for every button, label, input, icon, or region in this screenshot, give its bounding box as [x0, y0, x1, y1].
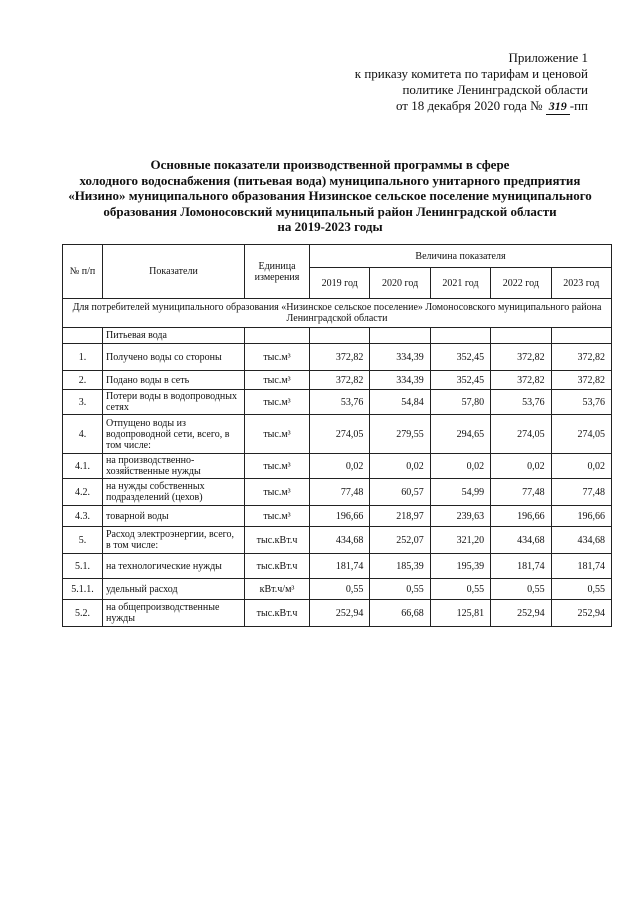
row-value: 53,76: [310, 390, 370, 415]
row-value: 252,07: [370, 527, 430, 554]
appendix-label: Приложение 1: [508, 50, 588, 65]
row-unit: тыс.м³: [245, 371, 310, 390]
header-year: 2023 год: [551, 268, 611, 299]
document-title: [50, 157, 610, 235]
row-value: 77,48: [491, 479, 551, 506]
empty-cell: [430, 328, 490, 344]
empty-cell: [245, 328, 310, 344]
committee-name: политике Ленинградской области: [402, 82, 588, 97]
row-name: на производственно-хозяйственные нужды: [103, 454, 245, 479]
row-unit: тыс.м³: [245, 479, 310, 506]
row-value: 0,02: [491, 454, 551, 479]
row-value: 294,65: [430, 415, 490, 454]
row-value: 0,02: [310, 454, 370, 479]
row-number: 4.1.: [63, 454, 103, 479]
row-value: 0,02: [430, 454, 490, 479]
row-value: 372,82: [491, 344, 551, 371]
row-value: 196,66: [551, 506, 611, 527]
table-row: [63, 454, 612, 479]
table-row: [63, 579, 612, 600]
row-value: 0,55: [370, 579, 430, 600]
row-value: 252,94: [491, 600, 551, 627]
table-row: [63, 479, 612, 506]
row-unit: тыс.м³: [245, 415, 310, 454]
title-line-1: Основные показатели производственной программы в сфере: [150, 157, 510, 172]
row-value: 372,82: [551, 344, 611, 371]
order-suffix: -пп: [569, 98, 588, 113]
row-value: 274,05: [310, 415, 370, 454]
header-name: Показатели: [103, 245, 245, 299]
row-value: 0,55: [430, 579, 490, 600]
subheader-label: Питьевая вода: [103, 328, 245, 344]
row-value: 53,76: [551, 390, 611, 415]
header-unit: Единица измерения: [245, 245, 310, 299]
row-value: 321,20: [430, 527, 490, 554]
row-value: 372,82: [551, 371, 611, 390]
row-value: 53,76: [491, 390, 551, 415]
table-row: [63, 344, 612, 371]
row-number: 3.: [63, 390, 103, 415]
row-value: 54,99: [430, 479, 490, 506]
header-year: 2020 год: [370, 268, 430, 299]
row-value: 372,82: [310, 344, 370, 371]
row-name: Расход электроэнергии, всего, в том числе:: [103, 527, 245, 554]
row-value: 274,05: [491, 415, 551, 454]
row-unit: тыс.кВт.ч: [245, 600, 310, 627]
title-line-4: образования Ломоносовский муниципальный район Ленинградской области: [103, 203, 557, 219]
row-value: 66,68: [370, 600, 430, 627]
row-name: Получено воды со стороны: [103, 344, 245, 371]
row-unit: тыс.кВт.ч: [245, 527, 310, 554]
row-value: 0,55: [310, 579, 370, 600]
row-value: 185,39: [370, 554, 430, 579]
row-value: 181,74: [310, 554, 370, 579]
row-value: 372,82: [310, 371, 370, 390]
row-value: 57,80: [430, 390, 490, 415]
row-value: 434,68: [551, 527, 611, 554]
row-value: 352,45: [430, 371, 490, 390]
table-row: [63, 600, 612, 627]
table-row: [63, 554, 612, 579]
empty-cell: [551, 328, 611, 344]
row-number: 5.2.: [63, 600, 103, 627]
section-title: Для потребителей муниципального образования «Низинское сельское поселение» Ломоносовского муниципального района Ленинградской области: [63, 299, 612, 328]
row-value: 239,63: [430, 506, 490, 527]
appendix-header: [308, 50, 588, 115]
row-name: Отпущено воды из водопроводной сети, всего, в том числе:: [103, 415, 245, 454]
row-number: 4.3.: [63, 506, 103, 527]
row-value: 0,02: [551, 454, 611, 479]
row-value: 279,55: [370, 415, 430, 454]
table-row: [63, 371, 612, 390]
title-line-2: холодного водоснабжения (питьевая вода) муниципального унитарного предприятия: [79, 172, 581, 188]
row-unit: тыс.м³: [245, 454, 310, 479]
row-value: 0,55: [551, 579, 611, 600]
header-year: 2021 год: [430, 268, 490, 299]
row-unit: тыс.м³: [245, 390, 310, 415]
empty-cell: [63, 328, 103, 344]
row-value: 196,66: [491, 506, 551, 527]
row-value: 252,94: [551, 600, 611, 627]
row-value: 334,39: [370, 371, 430, 390]
row-number: 1.: [63, 344, 103, 371]
row-value: 196,66: [310, 506, 370, 527]
row-value: 181,74: [551, 554, 611, 579]
row-unit: кВт.ч/м³: [245, 579, 310, 600]
row-name: товарной воды: [103, 506, 245, 527]
row-value: 60,57: [370, 479, 430, 506]
row-value: 252,94: [310, 600, 370, 627]
row-value: 77,48: [310, 479, 370, 506]
row-value: 274,05: [551, 415, 611, 454]
row-value: 434,68: [310, 527, 370, 554]
row-number: 2.: [63, 371, 103, 390]
row-value: 352,45: [430, 344, 490, 371]
row-value: 54,84: [370, 390, 430, 415]
header-year: 2022 год: [491, 268, 551, 299]
row-unit: тыс.м³: [245, 506, 310, 527]
row-number: 4.: [63, 415, 103, 454]
row-unit: тыс.кВт.ч: [245, 554, 310, 579]
table-row: [63, 527, 612, 554]
row-name: на нужды собственных подразделений (цехов): [103, 479, 245, 506]
header-value-group: Величина показателя: [310, 245, 612, 268]
row-value: 218,97: [370, 506, 430, 527]
order-reference: к приказу комитета по тарифам и ценовой: [354, 66, 588, 81]
table-row: [63, 506, 612, 527]
row-name: Подано воды в сеть: [103, 371, 245, 390]
row-name: удельный расход: [103, 579, 245, 600]
empty-cell: [370, 328, 430, 344]
row-number: 5.1.: [63, 554, 103, 579]
row-value: 195,39: [430, 554, 490, 579]
subheader-row: [63, 328, 612, 344]
order-number: 319: [546, 98, 570, 115]
table-row: [63, 390, 612, 415]
row-value: 0,55: [491, 579, 551, 600]
row-value: 181,74: [491, 554, 551, 579]
table-row: [63, 415, 612, 454]
row-value: 372,82: [491, 371, 551, 390]
row-number: 5.: [63, 527, 103, 554]
header-year: 2019 год: [310, 268, 370, 299]
indicators-table: [62, 244, 612, 627]
order-date-line: [308, 98, 588, 115]
header-num: № п/п: [63, 245, 103, 299]
row-value: 334,39: [370, 344, 430, 371]
row-value: 434,68: [491, 527, 551, 554]
empty-cell: [310, 328, 370, 344]
row-value: 125,81: [430, 600, 490, 627]
row-number: 4.2.: [63, 479, 103, 506]
row-number: 5.1.1.: [63, 579, 103, 600]
row-name: Потери воды в водопроводных сетях: [103, 390, 245, 415]
row-value: 0,02: [370, 454, 430, 479]
row-unit: тыс.м³: [245, 344, 310, 371]
order-date: от 18 декабря 2020 года №: [395, 98, 543, 113]
row-name: на общепроизводственные нужды: [103, 600, 245, 627]
title-line-3: «Низино» муниципального образования Низинское сельское поселение муниципального: [68, 188, 592, 203]
row-value: 77,48: [551, 479, 611, 506]
row-name: на технологические нужды: [103, 554, 245, 579]
empty-cell: [491, 328, 551, 344]
title-line-5: на 2019-2023 годы: [277, 219, 383, 234]
